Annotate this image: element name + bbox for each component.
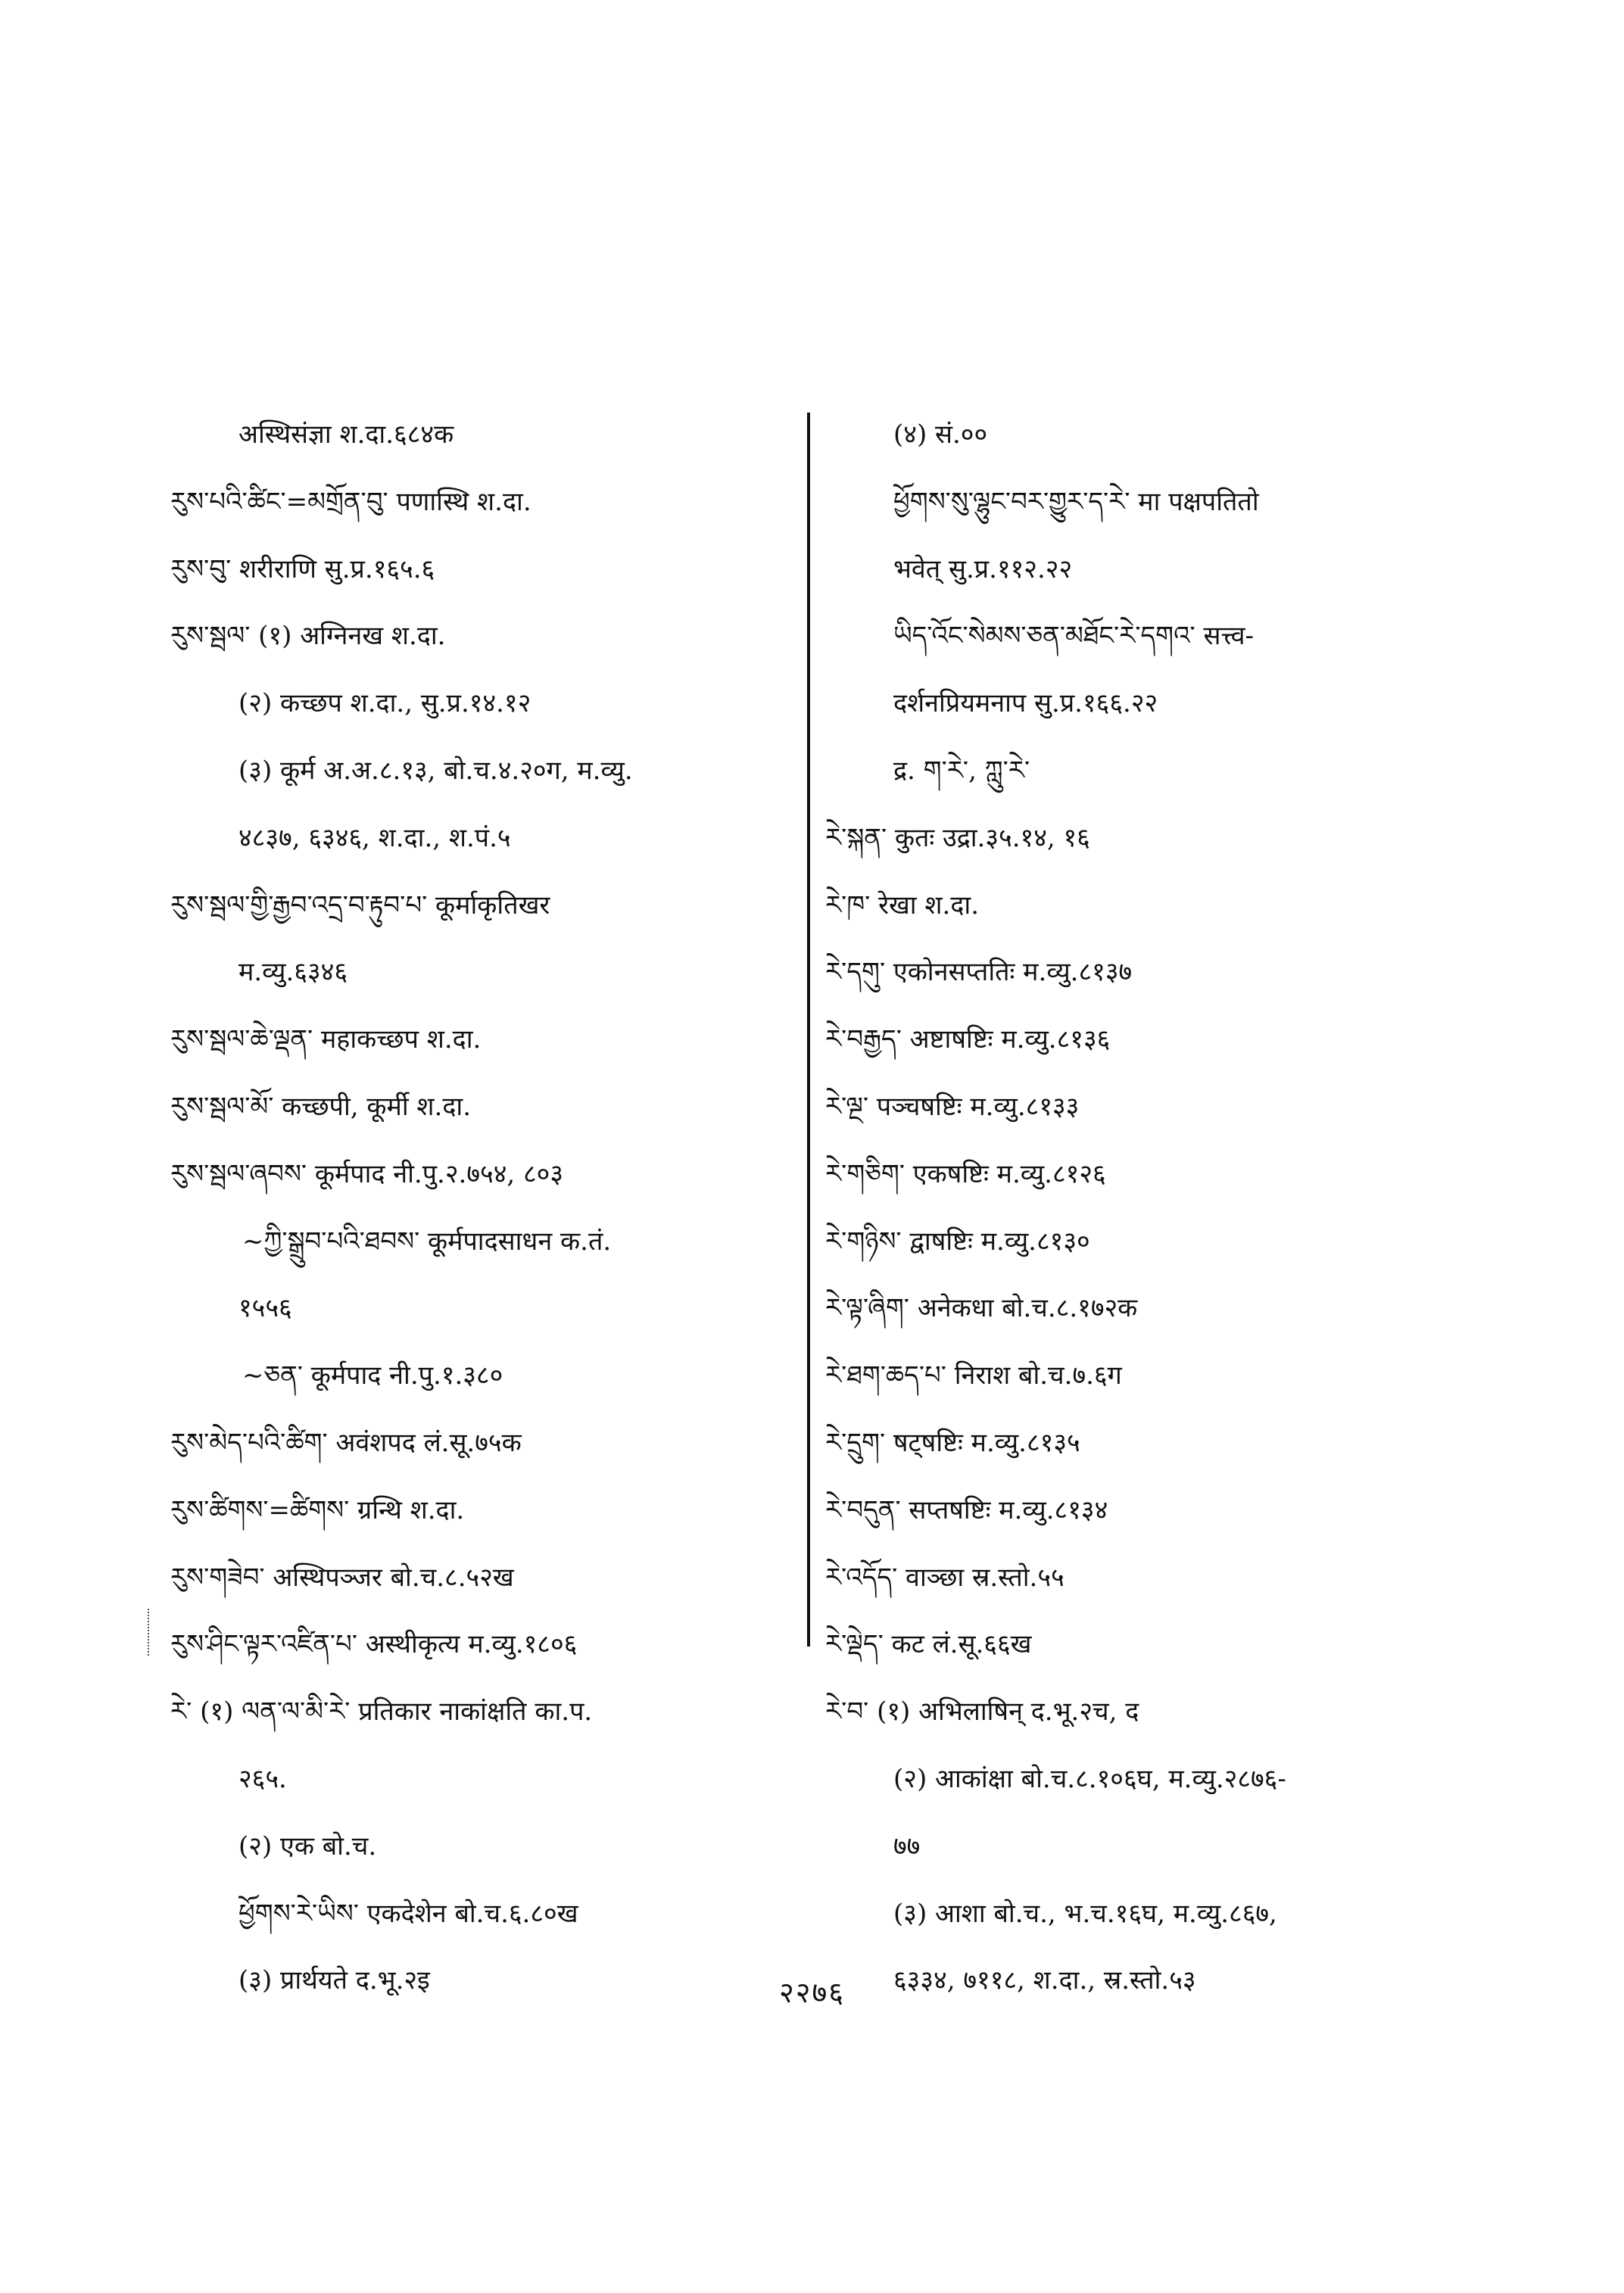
dictionary-entry-line: द्र. ག་རེ་, ཀླུ་རེ་ bbox=[893, 755, 1030, 786]
page-number: २२७६ bbox=[778, 1976, 846, 2009]
dictionary-entry-line: (४) सं.०० bbox=[893, 419, 988, 450]
dictionary-entry-line: ཕྱོགས་རེ་ཡིས་ एकदेशेन बो.च.६.८०ख bbox=[238, 1898, 578, 1929]
dictionary-entry-line: རེ་གཅིག་ एकषष्टिः म.व्यु.८१२६ bbox=[825, 1158, 1106, 1189]
dictionary-entry-line: अस्थिसंज्ञा श.दा.६८४क bbox=[238, 419, 454, 450]
dictionary-entry-line: ~ཅན་ कूर्मपाद नी.पु.१.३८० bbox=[242, 1360, 503, 1391]
dictionary-entry-line: རེ་དགུ་ एकोनसप्ततिः म.व्यु.८१३७ bbox=[825, 957, 1133, 988]
dictionary-entry-line: རུས་གཟེབ་ अस्थिपञ्जर बो.च.८.५२ख bbox=[170, 1562, 514, 1593]
dictionary-entry-line: རེ་བརྒྱད་ अष्टाषष्टिः म.व्यु.८१३६ bbox=[825, 1024, 1111, 1055]
left-column bbox=[170, 401, 799, 2014]
dictionary-entry-line: རེ་ (१) ལན་ལ་མི་རེ་ प्रतिकार नाकांक्षति का.प. bbox=[170, 1696, 593, 1728]
dictionary-entry-line: (३) कूर्म अ.अ.८.१३, बो.च.४.२०ग, म.व्यु. bbox=[238, 755, 633, 786]
dictionary-entry-line: རེ་ཐག་ཆད་པ་ निराश बो.च.७.६ग bbox=[825, 1360, 1122, 1391]
dictionary-entry-line: म.व्यु.६३४६ bbox=[238, 957, 348, 988]
dictionary-entry-line: (३) प्रार्थयते द.भू.२इ bbox=[238, 1965, 430, 1996]
dictionary-entry-line: རེ་ལྔ་ पञ्चषष्टिः म.व्यु.८१३३ bbox=[825, 1091, 1080, 1122]
dictionary-entry-line: རུས་སྦལ་གྱི་རྒྱབ་འདྲ་བ་རྟུབ་པ་ कूर्माकृतिखर bbox=[170, 889, 550, 921]
dictionary-entry-line: རེ་ཁ་ रेखा श.दा. bbox=[825, 889, 979, 921]
dictionary-entry-line: རེ་འདོད་ वाञ्छा स्र.स्तो.५५ bbox=[825, 1562, 1064, 1593]
dictionary-entry-line: རེ་བདུན་ सप्तषष्टिः म.व्यु.८१३४ bbox=[825, 1494, 1108, 1525]
column-divider bbox=[807, 413, 810, 1647]
dictionary-entry-line: རུས་པའི་ཚིང་=མགྲོན་བུ་ पणास्थि श.दा. bbox=[170, 486, 531, 517]
dictionary-entry-line: རུས་སྦལ་མོ་ कच्छपी, कूर्मी श.दा. bbox=[170, 1091, 472, 1122]
dictionary-entry-line: भवेत् सु.प्र.११२.२२ bbox=[893, 553, 1073, 584]
dictionary-entry-line: ६३३४, ७११८, श.दा., स्र.स्तो.५३ bbox=[893, 1965, 1196, 1996]
dictionary-entry-line: ४८३७, ६३४६, श.दा., श.पं.५ bbox=[238, 822, 511, 853]
dictionary-entry-line: ཕྱོགས་སུ་ལྷུང་བར་གྱུར་ད་རེ་ मा पक्षपतितो bbox=[893, 486, 1259, 517]
dictionary-entry-line: རེ་བ་ (१) अभिलाषिन् द.भू.२च, द bbox=[825, 1696, 1139, 1728]
margin-mark bbox=[148, 1609, 151, 1656]
dictionary-entry-line: རུས་ཤིང་ལྟར་འཛིན་པ་ अस्थीकृत्य म.व्यु.१८०६ bbox=[170, 1629, 578, 1660]
dictionary-entry-line: རུས་སྦལ་ཞབས་ कूर्मपाद नी.पु.२.७५४, ८०३ bbox=[170, 1158, 564, 1189]
dictionary-entry-line: རུས་ཚིགས་=ཚིགས་ ग्रन्थि श.दा. bbox=[170, 1494, 465, 1525]
dictionary-entry-line: (३) आशा बो.च., भ.च.१६घ, म.व्यु.८६७, bbox=[893, 1898, 1277, 1929]
dictionary-entry-line: (२) आकांक्षा बो.च.८.१०६घ, म.व्यु.२८७६- bbox=[893, 1763, 1286, 1794]
dictionary-entry-line: (२) कच्छप श.दा., सु.प्र.१४.१२ bbox=[238, 688, 531, 719]
dictionary-entry-line: ~ཀྱི་སྒྲུབ་པའི་ཐབས་ कूर्मपादसाधन क.तं. bbox=[242, 1226, 612, 1257]
right-column bbox=[825, 401, 1469, 2014]
dictionary-entry-line: རུས་སྦལ་ཆེ་ལྡན་ महाकच्छप श.दा. bbox=[170, 1024, 482, 1055]
dictionary-entry-line: རེ་ལྡེད་ कट लं.सू.६६ख bbox=[825, 1629, 1032, 1660]
dictionary-entry-line: ཡིད་འོང་སེམས་ཅན་མཐོང་རེ་དགའ་ सत्त्व- bbox=[893, 621, 1254, 652]
dictionary-entry-line: རུས་བུ་ शरीराणि सु.प्र.१६५.६ bbox=[170, 553, 435, 584]
dictionary-entry-line: རེ་ལྟ་ཞིག་ अनेकधा बो.च.८.१७२क bbox=[825, 1293, 1138, 1324]
dictionary-entry-line: རུས་མེད་པའི་ཚིག་ अवंशपद लं.सू.७५क bbox=[170, 1427, 522, 1458]
dictionary-entry-line: १५५६ bbox=[238, 1293, 292, 1324]
dictionary-entry-line: २६५. bbox=[238, 1763, 287, 1794]
dictionary-entry-line: རེ་དྲུག་ षट्षष्टिः म.व्यु.८१३५ bbox=[825, 1427, 1080, 1458]
dictionary-entry-line: ७७ bbox=[893, 1830, 921, 1862]
dictionary-entry-line: (२) एक बो.च. bbox=[238, 1830, 377, 1862]
dictionary-entry-line: རེ་གཉིས་ द्वाषष्टिः म.व्यु.८१३० bbox=[825, 1226, 1090, 1257]
dictionary-entry-line: རུས་སྦལ་ (१) अग्निनख श.दा. bbox=[170, 621, 446, 652]
dictionary-entry-line: दर्शनप्रियमनाप सु.प्र.१६६.२२ bbox=[893, 688, 1158, 719]
dictionary-entry-line: རེ་སྐན་ कुतः उद्रा.३५.१४, १६ bbox=[825, 822, 1090, 853]
